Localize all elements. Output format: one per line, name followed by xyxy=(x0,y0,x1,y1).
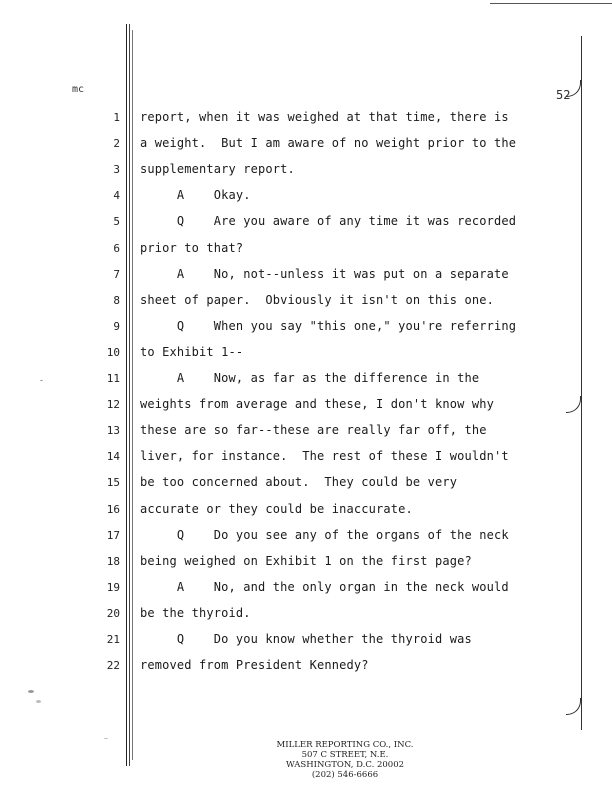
transcript-line: removed from President Kennedy? xyxy=(140,658,369,672)
transcript-line: supplementary report. xyxy=(140,162,295,176)
transcript-line: prior to that? xyxy=(140,241,244,255)
line-number: 18 xyxy=(106,555,120,568)
transcript-line: A No, not--unless it was put on a separate xyxy=(140,267,509,281)
transcript-line: Q Do you see any of the organs of the neck xyxy=(140,528,509,542)
line-number: 9 xyxy=(113,320,120,333)
right-bracket-mark-middle xyxy=(566,396,581,413)
transcript-line: to Exhibit 1-- xyxy=(140,345,244,359)
line-number: 8 xyxy=(113,294,120,307)
footer-company: MILLER REPORTING CO., INC. xyxy=(276,740,414,750)
line-number: 4 xyxy=(113,189,120,202)
footer-phone: (202) 546-6666 xyxy=(311,770,379,780)
line-number: 22 xyxy=(106,659,120,672)
line-number: 16 xyxy=(106,503,120,516)
line-number: 6 xyxy=(113,242,120,255)
line-number: 7 xyxy=(113,268,120,281)
footer-city: WASHINGTON, D.C. 20002 xyxy=(285,760,405,770)
reporting-company-footer xyxy=(260,740,430,780)
scan-speck xyxy=(40,380,43,381)
top-edge-rule xyxy=(490,3,612,4)
line-number: 17 xyxy=(106,529,120,542)
transcript-line: report, when it was weighed at that time, there is xyxy=(140,110,509,124)
line-number: 12 xyxy=(106,398,120,411)
scan-speck xyxy=(36,700,41,703)
scan-speck xyxy=(28,690,34,693)
right-margin-rule xyxy=(581,36,582,730)
transcript-line: accurate or they could be inaccurate. xyxy=(140,502,413,516)
transcript-line: be the thyroid. xyxy=(140,606,251,620)
line-number: 3 xyxy=(113,163,120,176)
footer-street: 507 C STREET, N.E. xyxy=(301,750,389,760)
line-number: 14 xyxy=(106,450,120,463)
line-number: 19 xyxy=(106,581,120,594)
left-margin-rule-inner xyxy=(129,24,130,766)
transcript-line: Q Are you aware of any time it was recorded xyxy=(140,214,517,228)
transcript-line: A Now, as far as the difference in the xyxy=(140,371,480,385)
line-number: 15 xyxy=(106,476,120,489)
transcript-line: liver, for instance. The rest of these I wouldn't xyxy=(140,449,509,463)
line-number: 20 xyxy=(106,607,120,620)
line-number: 5 xyxy=(113,215,120,228)
transcript-line: Q Do you know whether the thyroid was xyxy=(140,632,472,646)
transcript-line: a weight. But I am aware of no weight prior to the xyxy=(140,136,517,150)
line-number: 2 xyxy=(113,137,120,150)
transcript-line: A No, and the only organ in the neck would xyxy=(140,580,509,594)
transcript-line: sheet of paper. Obviously it isn't on this one. xyxy=(140,293,494,307)
line-number: 1 xyxy=(113,111,120,124)
reporter-initials: mc xyxy=(72,84,85,95)
right-bracket-mark-bottom xyxy=(566,698,581,715)
page-number: 52 xyxy=(556,88,571,102)
left-margin-rule xyxy=(126,24,127,766)
transcript-line: being weighed on Exhibit 1 on the first page? xyxy=(140,554,472,568)
line-number: 21 xyxy=(106,633,120,646)
line-number: 13 xyxy=(106,424,120,437)
left-margin-rule-faint xyxy=(132,30,133,760)
line-number: 10 xyxy=(106,346,120,359)
transcript-line: be too concerned about. They could be very xyxy=(140,475,458,489)
transcript-line: weights from average and these, I don't know why xyxy=(140,397,494,411)
transcript-line: A Okay. xyxy=(140,188,251,202)
line-number: 11 xyxy=(106,372,120,385)
scan-speck xyxy=(104,738,108,739)
transcript-line: these are so far--these are really far off, the xyxy=(140,423,487,437)
transcript-line: Q When you say "this one," you're referring xyxy=(140,319,517,333)
